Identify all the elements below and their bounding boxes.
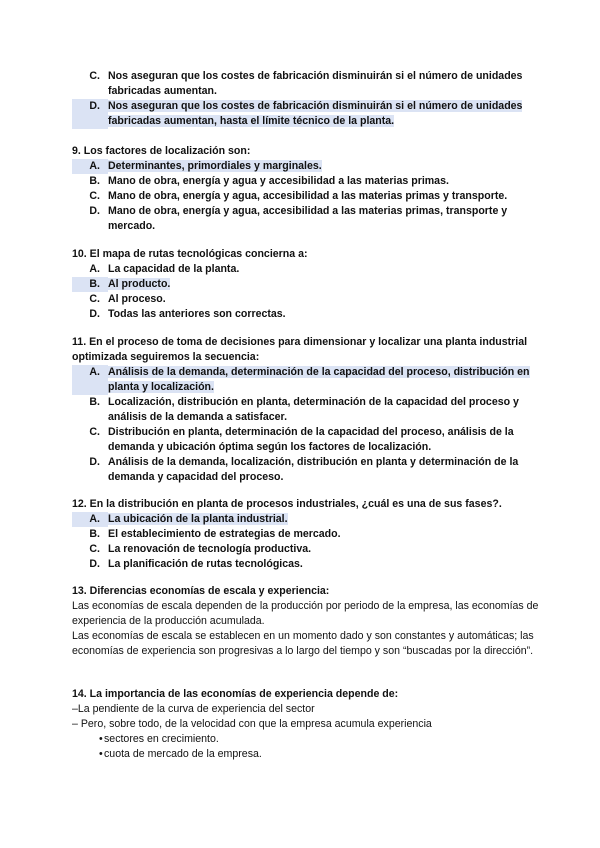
option-letter: B.	[72, 277, 108, 292]
option-12-d	[72, 557, 534, 572]
option-letter: B.	[89, 175, 100, 187]
option-11-b	[72, 395, 534, 425]
option-10-c	[72, 292, 534, 307]
option-text: La planificación de rutas tecnológicas.	[108, 558, 303, 570]
option-text: La capacidad de la planta.	[108, 263, 240, 275]
question-title: 11. En el proceso de toma de decisiones para dimensionar y localizar una planta industrial optimizada seguiremos la secuencia:	[72, 336, 528, 363]
question-13	[72, 584, 542, 659]
answer-line: –La pendiente de la curva de experiencia del sector	[72, 703, 315, 715]
option-12-b	[72, 527, 534, 542]
option-letter: C.	[89, 426, 100, 438]
option-letter: D.	[89, 558, 100, 570]
option-letter: A.	[72, 512, 108, 527]
option-12-c	[72, 542, 534, 557]
option-11-c	[72, 425, 534, 455]
option-11-a	[72, 365, 534, 395]
answer-line: – Pero, sobre todo, de la velocidad con que la empresa acumula experiencia	[72, 718, 432, 730]
option-text: Todas las anteriores son correctas.	[108, 308, 286, 320]
option-9-a	[72, 159, 534, 174]
answer-paragraph: Las economías de escala dependen de la producción por periodo de la empresa, las economías de experiencia de la producción acumulada.	[72, 600, 539, 627]
option-12-a	[72, 512, 534, 527]
option-letter: D.	[89, 205, 100, 217]
option-text: Análisis de la demanda, localización, distribución en planta y determinación de la demanda y capacidad del proceso.	[108, 456, 519, 483]
option-text: Localización, distribución en planta, determinación de la capacidad del proceso y análisis de la demanda a satisfacer.	[108, 396, 519, 423]
option-9-c	[72, 189, 534, 204]
question-title: 14. La importancia de las economías de experiencia depende de:	[72, 688, 399, 700]
option-text: La renovación de tecnología productiva.	[108, 543, 312, 555]
answer-paragraph: Las economías de escala se establecen en un momento dado y son constantes y automáticas; las economías de experiencia son progresivas a lo largo del tiempo y son “buscadas por la dirección”.	[72, 630, 534, 657]
option-letter: C.	[89, 543, 100, 555]
bullet-list	[72, 732, 542, 762]
option-10-d	[72, 307, 534, 322]
question-9	[72, 144, 534, 234]
option-text-highlighted: Análisis de la demanda, determinación de la capacidad del proceso, distribución en planta y localización.	[108, 366, 530, 393]
question-8-continued	[72, 69, 534, 129]
bullet-dot: •	[99, 748, 103, 760]
option-8-d	[72, 99, 534, 129]
question-title: 10. El mapa de rutas tecnológicas concierna a:	[72, 248, 308, 260]
option-letter: C.	[89, 70, 100, 82]
bullet-item: • sectores en crecimiento.	[99, 733, 219, 745]
option-9-b	[72, 174, 534, 189]
option-8-c	[72, 69, 534, 99]
option-text: Al proceso.	[108, 293, 166, 305]
question-14	[72, 687, 542, 762]
bullet-dot: •	[99, 733, 103, 745]
option-text: Distribución en planta, determinación de la capacidad del proceso, análisis de la demanda y ubicación óptima según los factores de localización.	[108, 426, 514, 453]
question-title: 13. Diferencias economías de escala y experiencia:	[72, 585, 330, 597]
option-text: Nos aseguran que los costes de fabricación disminuirán si el número de unidades fabricadas aumentan.	[108, 70, 523, 97]
option-text-highlighted: Determinantes, primordiales y marginales.	[108, 160, 322, 172]
option-letter: C.	[89, 293, 100, 305]
option-letter: B.	[89, 528, 100, 540]
option-text: Mano de obra, energía y agua y accesibilidad a las materias primas.	[108, 175, 449, 187]
option-9-d	[72, 204, 534, 234]
question-10	[72, 247, 534, 322]
option-11-d	[72, 455, 534, 485]
option-letter: A.	[89, 263, 100, 275]
question-title: 9. Los factores de localización son:	[72, 145, 251, 157]
option-letter: D.	[72, 99, 108, 129]
option-letter: D.	[89, 308, 100, 320]
option-letter: A.	[72, 365, 108, 395]
option-text-highlighted: Al producto.	[108, 278, 171, 290]
option-text: Mano de obra, energía y agua, accesibilidad a las materias primas, transporte y mercado.	[108, 205, 508, 232]
option-10-a	[72, 262, 534, 277]
question-title: 12. En la distribución en planta de procesos industriales, ¿cuál es una de sus fases?.	[72, 498, 502, 510]
option-10-b	[72, 277, 534, 292]
option-letter: D.	[89, 456, 100, 468]
option-text-highlighted: Nos aseguran que los costes de fabricación disminuirán si el número de unidades fabricadas aumentan, hasta el límite técnico de la planta.	[108, 100, 523, 127]
option-text-highlighted: La ubicación de la planta industrial.	[108, 513, 288, 525]
option-letter: C.	[89, 190, 100, 202]
bullet-item: • cuota de mercado de la empresa.	[99, 748, 262, 760]
option-letter: A.	[72, 159, 108, 174]
question-12	[72, 497, 534, 572]
option-letter: B.	[89, 396, 100, 408]
option-text: El establecimiento de estrategias de mercado.	[108, 528, 341, 540]
option-text: Mano de obra, energía y agua, accesibilidad a las materias primas y transporte.	[108, 190, 508, 202]
question-11	[72, 335, 534, 485]
